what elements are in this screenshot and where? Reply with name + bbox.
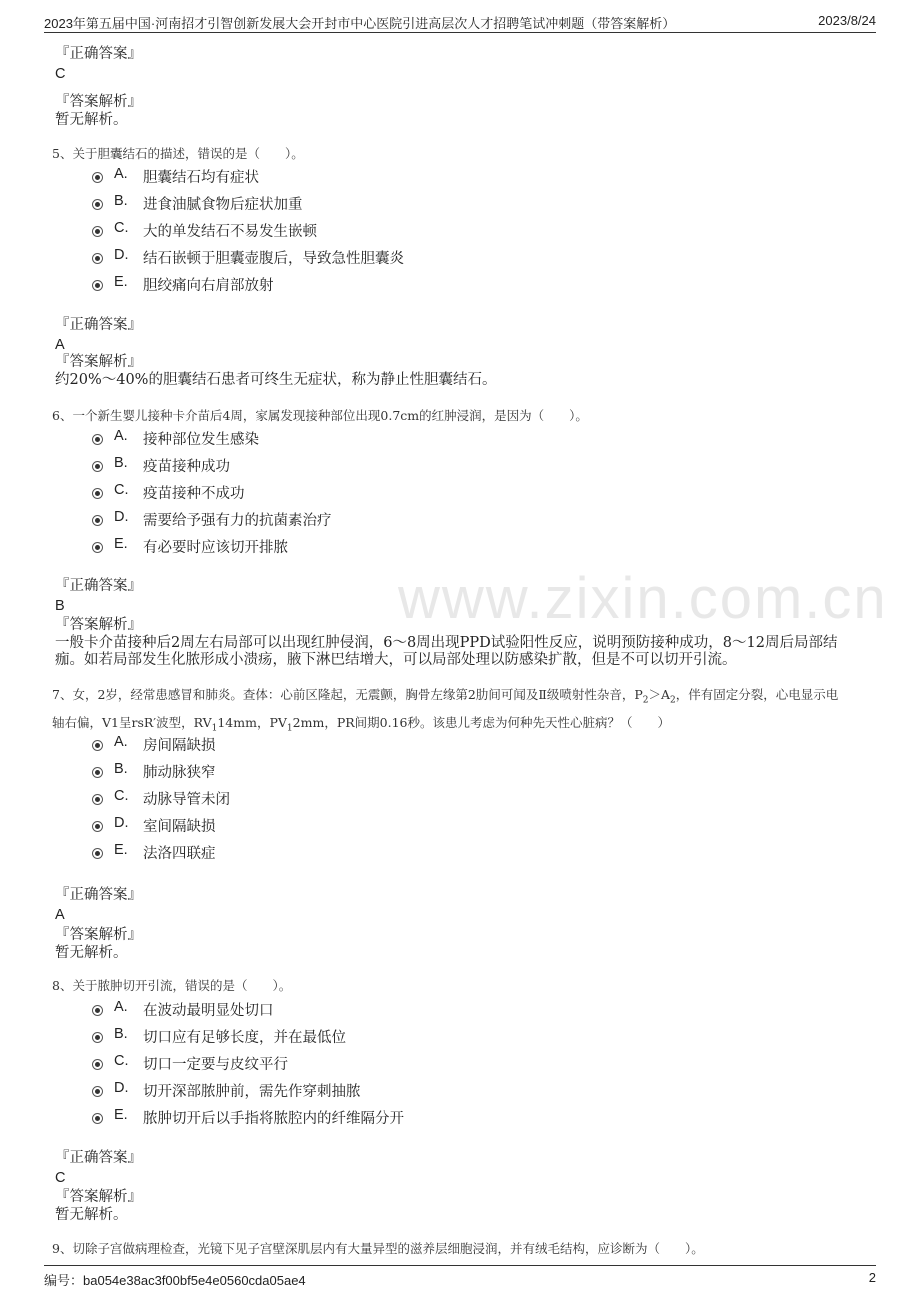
analysis-text-line-2: 痂。如若局部发生化脓形成小溃疡，腋下淋巴结增大，可以局部处理以防感染扩散，但是不可以切开引流。 [55,652,737,668]
correct-answer-label: 『正确答案』 [55,317,142,333]
option-letter: B. [114,1026,128,1042]
option-letter: E. [114,1107,128,1123]
option-letter: C. [114,788,129,804]
analysis-text: 暂无解析。 [55,112,128,128]
radio-icon[interactable] [92,794,103,805]
answer-block-q5 [55,316,880,355]
option-letter: C. [114,220,129,236]
radio-icon[interactable] [92,821,103,832]
option-text: 房间隔缺损 [143,738,216,754]
option-letter: A. [114,734,128,750]
option-text: 需要给予强有力的抗菌素治疗 [143,513,332,529]
question-6-text: 6、一个新生婴儿接种卡介苗后4周，家属发现接种部位出现0.7cm的红肿浸润，是因为（ ）。 [52,408,588,423]
correct-answer-label: 『正确答案』 [55,578,142,594]
radio-icon[interactable] [92,172,103,183]
page-footer [44,1265,876,1290]
watermark: www.zixin.com.cn [398,566,888,631]
radio-icon[interactable] [92,280,103,291]
correct-answer-value: A [55,907,65,923]
answer-block-q8 [55,1149,880,1188]
radio-icon[interactable] [92,199,103,210]
analysis-text-line-1: 一般卡介苗接种后2周左右局部可以出现红肿侵润，6～8周出现PPD试验阳性反应，说明预防接种成功，8～12周后局部结 [55,635,838,651]
question-7-line-1: 7、女，2岁，经常患感冒和肺炎。查体：心前区隆起，无震颤，胸骨左缘第2肋间可闻及Ⅱ级喷射性杂音，$P_2>A_2$，伴有固定分裂，心电显示电 [52,687,839,706]
option-letter: B. [114,761,128,777]
option-letter: B. [114,193,128,209]
analysis-label: 『答案解析』 [55,927,142,943]
analysis-text: 暂无解析。 [55,1207,128,1223]
analysis-label: 『答案解析』 [55,1189,142,1205]
radio-icon[interactable] [92,1032,103,1043]
radio-icon[interactable] [92,488,103,499]
option-letter: D. [114,1080,129,1096]
option-letter: A. [114,166,128,182]
question-7-line-2: 轴右偏，V1呈rsR′波型，$RV_114mm$，$PV_12mm$，PR间期0.16秒。该患儿考虑为何种先天性心脏病？（ ） [52,714,670,733]
option-letter: D. [114,815,129,831]
option-letter: D. [114,509,129,525]
option-letter: E. [114,536,128,552]
option-text: 胆囊结石均有症状 [143,170,259,186]
option-text: 动脉导管未闭 [143,792,230,808]
analysis-label: 『答案解析』 [55,94,142,110]
option-text: 有必要时应该切开排脓 [143,540,288,556]
correct-answer-label: 『正确答案』 [55,1150,142,1166]
analysis-label: 『答案解析』 [55,354,142,370]
option-letter: A. [114,428,128,444]
correct-answer-value: A [55,337,65,353]
analysis-block-q6 [55,616,880,669]
radio-icon[interactable] [92,1113,103,1124]
radio-icon[interactable] [92,1086,103,1097]
option-text: 接种部位发生感染 [143,432,259,448]
question-9-text: 9、切除子宫做病理检查，光镜下见子宫壁深肌层内有大量异型的滋养层细胞浸润，并有绒毛结构，应诊断为（ ）。 [52,1241,704,1256]
option-letter: B. [114,455,128,471]
analysis-block-q7 [55,926,880,962]
analysis-text: 暂无解析。 [55,945,128,961]
analysis-block-q4 [55,93,880,129]
option-letter: E. [114,274,128,290]
option-letter: C. [114,1053,129,1069]
radio-icon[interactable] [92,542,103,553]
correct-answer-label: 『正确答案』 [55,46,142,62]
radio-icon[interactable] [92,740,103,751]
document-id: 编号：ba054e38ac3f00bf5e4e0560cda05ae4 [44,1273,306,1288]
answer-block-q4 [55,45,880,84]
correct-answer-label: 『正确答案』 [55,887,142,903]
answer-block-q7 [55,886,880,925]
option-text: 结石嵌顿于胆囊壶腹后，导致急性胆囊炎 [143,251,404,267]
option-text: 胆绞痛向右肩部放射 [143,278,274,294]
radio-icon[interactable] [92,1005,103,1016]
option-letter: A. [114,999,128,1015]
correct-answer-value: C [55,66,66,82]
option-text: 肺动脉狭窄 [143,765,216,781]
radio-icon[interactable] [92,461,103,472]
option-text: 切口应有足够长度，并在最低位 [143,1030,346,1046]
option-text: 法洛四联症 [143,846,216,862]
option-text: 脓肿切开后以手指将脓腔内的纤维隔分开 [143,1111,404,1127]
radio-icon[interactable] [92,767,103,778]
question-7-text [52,684,884,739]
option-text: 进食油腻食物后症状加重 [143,197,303,213]
option-text: 疫苗接种成功 [143,459,230,475]
radio-icon[interactable] [92,1059,103,1070]
question-8-text: 8、关于脓肿切开引流，错误的是（ ）。 [52,978,292,993]
analysis-block-q8 [55,1188,880,1224]
analysis-block-q5 [55,353,880,389]
radio-icon[interactable] [92,226,103,237]
header-date: 2023/8/24 [818,13,876,28]
analysis-label: 『答案解析』 [55,617,142,633]
option-letter: C. [114,482,129,498]
radio-icon[interactable] [92,848,103,859]
option-text: 切口一定要与皮纹平行 [143,1057,288,1073]
radio-icon[interactable] [92,515,103,526]
radio-icon[interactable] [92,253,103,264]
option-letter: E. [114,842,128,858]
option-text: 大的单发结石不易发生嵌顿 [143,224,317,240]
option-text: 室间隔缺损 [143,819,216,835]
option-letter: D. [114,247,129,263]
analysis-text: 约20%～40%的胆囊结石患者可终生无症状，称为静止性胆囊结石。 [55,372,497,388]
option-text: 疫苗接种不成功 [143,486,245,502]
question-5-text: 5、关于胆囊结石的描述，错误的是（ ）。 [52,146,304,161]
radio-icon[interactable] [92,434,103,445]
option-text: 在波动最明显处切口 [143,1003,274,1019]
page-number: 2 [868,1270,876,1285]
correct-answer-value: C [55,1170,66,1186]
correct-answer-value: B [55,598,65,614]
option-text: 切开深部脓肿前，需先作穿刺抽脓 [143,1084,361,1100]
answer-block-q6 [55,577,880,616]
page-header [44,10,876,33]
document-title: 2023年第五届中国·河南招才引智创新发展大会开封市中心医院引进高层次人才招聘笔试冲刺题（带答案解析） [44,16,676,31]
